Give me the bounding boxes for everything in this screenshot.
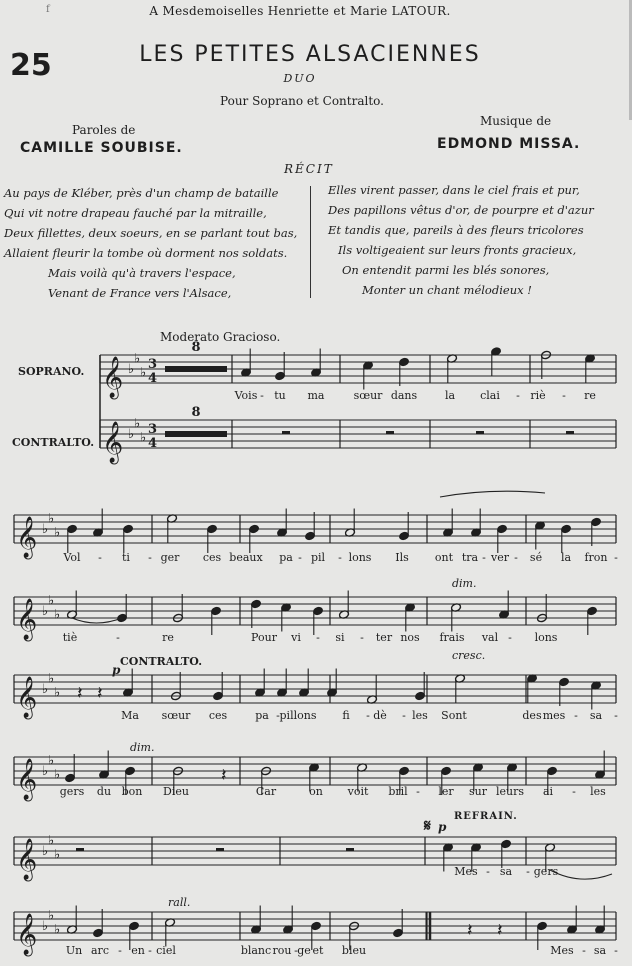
quarter-note xyxy=(507,763,518,792)
lyric-syllable: sa xyxy=(593,944,607,957)
rest-count: 8 xyxy=(191,340,201,355)
half-note xyxy=(339,591,350,620)
half-note xyxy=(357,763,368,792)
flat-sign: ♭ xyxy=(54,922,61,938)
lyric-syllable: ai xyxy=(542,785,554,798)
lyric-syllable: - xyxy=(260,389,264,402)
voices-line: Pour Soprano et Contralto. xyxy=(220,94,384,108)
quarter-note xyxy=(547,766,558,795)
slur xyxy=(440,491,545,497)
quarter-note xyxy=(363,361,374,390)
lyric-syllable: - xyxy=(116,631,120,644)
flat-sign: ♭ xyxy=(54,607,61,623)
quarter-note xyxy=(117,594,128,623)
lyric-syllable: la xyxy=(560,551,572,564)
quarter-note xyxy=(393,909,404,938)
quarter-note xyxy=(399,766,410,795)
quarter-note xyxy=(527,674,538,703)
lyric-syllable: Ils xyxy=(395,551,409,564)
flat-sign: ♭ xyxy=(48,833,55,849)
half-note xyxy=(545,843,556,872)
dedication: A Mesdemoiselles Henriette et Marie LATOUR. xyxy=(149,4,451,18)
rest-count: 8 xyxy=(191,405,201,420)
soprano-staff-2 xyxy=(14,512,616,560)
lyric-syllable: dans xyxy=(390,389,418,402)
lyric-syllable: sa xyxy=(589,709,603,722)
quarter-note xyxy=(277,669,288,698)
lyric-syllable: val xyxy=(481,631,499,644)
lyric-syllable: pa xyxy=(279,551,293,564)
lyric-syllable: Vol xyxy=(63,551,81,564)
dynamic-dim: dim. xyxy=(452,577,477,590)
lyric-syllable: frais xyxy=(439,631,465,644)
quarter-note xyxy=(591,681,602,710)
lyric-syllable: gers xyxy=(533,865,559,878)
quarter-note xyxy=(559,677,570,706)
lyric-syllable: - xyxy=(526,865,530,878)
flat-sign: ♭ xyxy=(48,593,55,609)
poem-line: Allaient fleurir la tombe où dorment nos soldats. xyxy=(4,246,288,260)
half-note xyxy=(447,354,458,383)
quarter-note xyxy=(585,354,596,383)
quarter-note xyxy=(535,521,546,550)
lyric-syllable: voit xyxy=(347,785,369,798)
soprano-staff-refrain xyxy=(14,834,616,882)
soprano-staff-3 xyxy=(14,594,616,642)
quarter-note xyxy=(123,669,134,698)
half-note xyxy=(67,906,78,935)
flat-sign: ♭ xyxy=(42,682,49,697)
flat-sign: ♭ xyxy=(54,525,61,541)
poem-line: Et tandis que, pareils à des fleurs tricolores xyxy=(328,223,584,237)
rest xyxy=(386,431,394,434)
time-signature-bottom: 4 xyxy=(148,371,158,386)
quarter-note xyxy=(125,766,136,795)
flat-sign: ♭ xyxy=(42,919,49,934)
lyric-syllable: dè xyxy=(373,709,387,722)
lyric-syllable: - xyxy=(402,709,406,722)
quarter-rest: 𝄽 xyxy=(221,765,227,786)
contralto-staff-1 xyxy=(100,417,616,465)
treble-clef: 𝄞 xyxy=(102,357,124,398)
lyric-syllable: pillons xyxy=(279,709,317,722)
poem-line: Elles virent passer, dans le ciel frais et pur, xyxy=(328,183,580,197)
lyric-syllable: nos xyxy=(400,631,420,644)
quarter-note xyxy=(595,751,606,780)
lyric-syllable: ge xyxy=(297,944,311,957)
lyric-syllable: sé xyxy=(529,551,543,564)
flat-sign: ♭ xyxy=(134,416,141,432)
flat-sign: ♭ xyxy=(42,844,49,859)
flat-sign: ♭ xyxy=(54,847,61,863)
quarter-note xyxy=(311,349,322,378)
dynamic-cresc: cresc. xyxy=(452,649,486,662)
lyric-syllable: pil xyxy=(310,551,326,564)
half-note xyxy=(67,591,78,620)
flat-sign: ♭ xyxy=(48,753,55,769)
poem-line: Monter un chant mélodieux ! xyxy=(362,283,532,297)
quarter-rest: 𝄽 xyxy=(497,920,503,941)
lyric-syllable: les xyxy=(412,709,428,722)
quarter-note xyxy=(405,603,416,632)
lyric-syllable: - xyxy=(276,709,280,722)
lyric-syllable: ger xyxy=(160,551,180,564)
quarter-note xyxy=(213,672,224,701)
lyric-syllable: - xyxy=(486,865,490,878)
lyric-syllable: - xyxy=(416,785,420,798)
lyric-syllable: - xyxy=(298,551,302,564)
quarter-note xyxy=(305,512,316,541)
lyricist-name: CAMILLE SOUBISE. xyxy=(20,140,183,156)
quarter-note xyxy=(99,751,110,780)
lyric-syllable: - xyxy=(148,551,152,564)
quarter-note xyxy=(299,669,310,698)
lyric-syllable: lons xyxy=(534,631,558,644)
half-note xyxy=(541,350,552,379)
quarter-note xyxy=(309,763,320,792)
quarter-note xyxy=(471,509,482,538)
lyric-syllable: ler xyxy=(438,785,454,798)
lyric-syllable: si xyxy=(335,631,345,644)
quarter-note xyxy=(471,843,482,872)
lyric-syllable: tra xyxy=(461,551,479,564)
half-note xyxy=(537,594,548,623)
lyric-syllable: beaux xyxy=(229,551,263,564)
lyric-syllable: Vois xyxy=(234,389,258,402)
half-note xyxy=(165,918,176,947)
quarter-note xyxy=(501,839,512,868)
lyric-syllable: du xyxy=(96,785,112,798)
lyric-syllable: - xyxy=(482,551,486,564)
lyric-syllable: bleu xyxy=(341,944,367,957)
quarter-note xyxy=(399,512,410,541)
lyric-syllable: mes xyxy=(542,709,566,722)
treble-clef: 𝄞 xyxy=(16,599,38,640)
composer-name: EDMOND MISSA. xyxy=(437,136,581,152)
soprano-staff-1 xyxy=(100,352,616,400)
quarter-note xyxy=(277,509,288,538)
segno-sign: 𝄋 xyxy=(424,816,431,835)
rest xyxy=(282,431,290,434)
treble-clef: 𝄞 xyxy=(16,914,38,955)
flat-sign: ♭ xyxy=(42,764,49,779)
quarter-note xyxy=(561,524,572,553)
quarter-note xyxy=(275,352,286,381)
label-soprano: SOPRANO. xyxy=(18,365,85,378)
time-signature-top: 3 xyxy=(148,422,158,437)
lyric-syllable: - xyxy=(98,551,102,564)
lyric-syllable: ti xyxy=(122,551,130,564)
quarter-note xyxy=(251,906,262,935)
rest xyxy=(76,848,84,851)
lyricist-prefix: Paroles de xyxy=(72,123,136,137)
quarter-note xyxy=(241,349,252,378)
poem-line: Des papillons vêtus d'or, de pourpre et d'azur xyxy=(328,203,594,217)
lyric-syllable: on xyxy=(309,785,323,798)
quarter-note xyxy=(129,921,140,950)
dynamic-rall: rall. xyxy=(168,896,191,909)
half-note xyxy=(367,676,378,705)
quarter-note xyxy=(399,357,410,386)
quarter-note xyxy=(567,906,578,935)
lyric-syllable: la xyxy=(444,389,456,402)
quarter-note xyxy=(249,524,260,553)
lyric-syllable: Mes xyxy=(454,865,478,878)
lyric-syllable: pa xyxy=(255,709,269,722)
quarter-note xyxy=(491,347,502,376)
lyric-syllable: clai xyxy=(480,389,500,402)
poem-line: Venant de France vers l'Alsace, xyxy=(48,286,232,300)
lyric-syllable: arc xyxy=(91,944,109,957)
quarter-note xyxy=(473,763,484,792)
flat-sign: ♭ xyxy=(48,908,55,924)
lyric-syllable: - xyxy=(614,944,618,957)
lyric-syllable: fi xyxy=(342,709,350,722)
lyric-syllable: Un xyxy=(65,944,83,957)
poem-line: On entendit parmi les blés sonores, xyxy=(342,263,550,277)
rest xyxy=(566,431,574,434)
time-signature-bottom: 4 xyxy=(148,436,158,451)
lyric-syllable: ces xyxy=(202,551,222,564)
lyric-syllable: tiè xyxy=(62,631,78,644)
poem-line: Qui vit notre drapeau fauché par la mitraille, xyxy=(4,206,267,220)
quarter-note xyxy=(211,606,222,635)
quarter-note xyxy=(441,766,452,795)
label-contralto: CONTRALTO. xyxy=(12,436,95,449)
multi-measure-rest xyxy=(165,431,227,437)
lyric-syllable: - xyxy=(572,785,576,798)
half-note xyxy=(345,509,356,538)
lyric-syllable: Sont xyxy=(441,709,467,722)
composer-prefix: Musique de xyxy=(480,114,552,128)
quarter-note xyxy=(595,906,606,935)
poem-line: Deux fillettes, deux soeurs, en se parlant tout bas, xyxy=(4,226,298,240)
lyric-syllable: - xyxy=(614,551,618,564)
flat-sign: ♭ xyxy=(48,671,55,687)
quarter-rest: 𝄽 xyxy=(77,683,83,704)
rest xyxy=(476,431,484,434)
lyric-syllable: vi xyxy=(291,631,301,644)
flat-sign: ♭ xyxy=(128,362,135,377)
poem-line: Mais voilà qu'à travers l'espace, xyxy=(48,266,236,280)
slur xyxy=(550,870,612,879)
lyric-syllable: - xyxy=(514,551,518,564)
quarter-rest: 𝄽 xyxy=(467,920,473,941)
refrain-label: REFRAIN. xyxy=(454,811,518,822)
song-title: LES PETITES ALSACIENNES xyxy=(139,42,481,67)
quarter-note xyxy=(65,754,76,783)
lyric-syllable: lons xyxy=(348,551,372,564)
lyric-syllable: des xyxy=(522,709,542,722)
subtitle: DUO xyxy=(283,72,317,85)
half-note xyxy=(261,766,272,795)
quarter-note xyxy=(281,603,292,632)
lyric-syllable: - xyxy=(118,944,122,957)
lyric-syllable: les xyxy=(590,785,606,798)
lyric-syllable: Pour xyxy=(251,631,277,644)
lyric-syllable: ces xyxy=(208,709,228,722)
dynamic-p-2: p xyxy=(438,820,447,834)
flat-sign: ♭ xyxy=(54,767,61,783)
lyric-syllable: sur xyxy=(469,785,487,798)
quarter-note xyxy=(251,599,262,628)
lyric-syllable: sa xyxy=(499,865,513,878)
flat-sign: ♭ xyxy=(134,351,141,367)
lyric-syllable: leurs xyxy=(495,785,525,798)
lyric-syllable: - xyxy=(516,389,520,402)
lyric-syllable: fron xyxy=(584,551,608,564)
quarter-note xyxy=(255,669,266,698)
quarter-note xyxy=(311,921,322,950)
rest xyxy=(346,848,354,851)
half-note xyxy=(171,672,182,701)
quarter-note xyxy=(443,843,454,872)
treble-clef: 𝄞 xyxy=(16,677,38,718)
quarter-note xyxy=(587,606,598,635)
half-note xyxy=(349,921,360,950)
lyric-syllable: gers xyxy=(59,785,85,798)
lyric-syllable: Ma xyxy=(121,709,139,722)
quarter-note xyxy=(67,524,78,553)
quarter-note xyxy=(443,509,454,538)
lyric-syllable: - xyxy=(614,709,618,722)
lyric-syllable: et xyxy=(312,944,324,957)
rest xyxy=(216,848,224,851)
lyric-syllable: ont xyxy=(434,551,454,564)
half-note xyxy=(173,766,184,795)
lyric-syllable: re xyxy=(584,389,596,402)
flat-sign: ♭ xyxy=(140,365,147,381)
half-note xyxy=(173,594,184,623)
lyric-syllable: bon xyxy=(121,785,143,798)
quarter-note xyxy=(313,606,324,635)
lyric-syllable: ma xyxy=(307,389,325,402)
lyric-syllable: - xyxy=(294,944,298,957)
section-title: RÉCIT xyxy=(284,162,334,176)
label-contralto-2: CONTRALTO. xyxy=(120,655,203,668)
multi-measure-rest xyxy=(165,366,227,372)
tempo-marking: Moderato Gracioso. xyxy=(160,330,281,344)
quarter-note xyxy=(283,906,294,935)
quarter-note xyxy=(123,524,134,553)
lyric-syllable: - xyxy=(338,551,342,564)
quarter-note xyxy=(499,591,510,620)
contralto-staff-refrain xyxy=(14,909,616,957)
page-mark: f xyxy=(46,4,50,15)
flat-sign: ♭ xyxy=(128,427,135,442)
contralto-staff-2 xyxy=(14,672,616,720)
flat-sign: ♭ xyxy=(48,511,55,527)
quarter-note xyxy=(207,524,218,553)
flat-sign: ♭ xyxy=(140,430,147,446)
lyric-syllable: - xyxy=(316,631,320,644)
dynamic-dim-2: dim. xyxy=(130,741,155,754)
half-note xyxy=(167,514,178,543)
lyric-syllable: sœur xyxy=(161,709,191,722)
quarter-rest: 𝄽 xyxy=(97,683,103,704)
lyric-syllable: blanc xyxy=(240,944,272,957)
lyric-syllable: bril xyxy=(388,785,408,798)
treble-clef: 𝄞 xyxy=(16,517,38,558)
poem-line: Ils voltigeaient sur leurs fronts gracieux, xyxy=(338,243,577,257)
quarter-note xyxy=(93,909,104,938)
lyric-syllable: - xyxy=(508,631,512,644)
lyric-syllable: Mes xyxy=(550,944,574,957)
contralto-staff-3 xyxy=(14,754,616,802)
half-note xyxy=(455,674,466,703)
lyric-syllable: Dieu xyxy=(163,785,189,798)
lyric-syllable: en xyxy=(131,944,145,957)
lyric-syllable: - xyxy=(366,709,370,722)
quarter-note xyxy=(415,672,426,701)
lyric-syllable: - xyxy=(360,631,364,644)
quarter-note xyxy=(327,669,338,698)
lyric-syllable: - xyxy=(574,709,578,722)
lyric-syllable: re xyxy=(162,631,174,644)
lyric-syllable: ciel xyxy=(156,944,176,957)
lyric-syllable: - xyxy=(582,944,586,957)
flat-sign: ♭ xyxy=(42,604,49,619)
lyric-syllable: - xyxy=(562,389,566,402)
dynamic-p: p xyxy=(112,663,121,677)
lyric-syllable: riè xyxy=(530,389,546,402)
tie xyxy=(72,618,122,623)
treble-clef: 𝄞 xyxy=(102,422,124,463)
song-number: 25 xyxy=(10,48,52,83)
treble-clef: 𝄞 xyxy=(16,839,38,880)
lyric-syllable: ver xyxy=(491,551,509,564)
quarter-note xyxy=(537,921,548,950)
flat-sign: ♭ xyxy=(42,522,49,537)
half-note xyxy=(451,603,462,632)
lyric-syllable: tu xyxy=(274,389,286,402)
time-signature-top: 3 xyxy=(148,357,158,372)
lyric-syllable: Car xyxy=(255,785,277,798)
quarter-note xyxy=(497,524,508,553)
lyric-syllable: - xyxy=(148,944,152,957)
lyric-syllable: sœur xyxy=(353,389,383,402)
poem-divider xyxy=(310,186,311,298)
quarter-note xyxy=(93,509,104,538)
lyric-syllable: rou xyxy=(272,944,292,957)
poem-line: Au pays de Kléber, près d'un champ de bataille xyxy=(4,186,279,200)
flat-sign: ♭ xyxy=(54,685,61,701)
quarter-note xyxy=(591,517,602,546)
lyric-syllable: ter xyxy=(375,631,393,644)
treble-clef: 𝄞 xyxy=(16,759,38,800)
